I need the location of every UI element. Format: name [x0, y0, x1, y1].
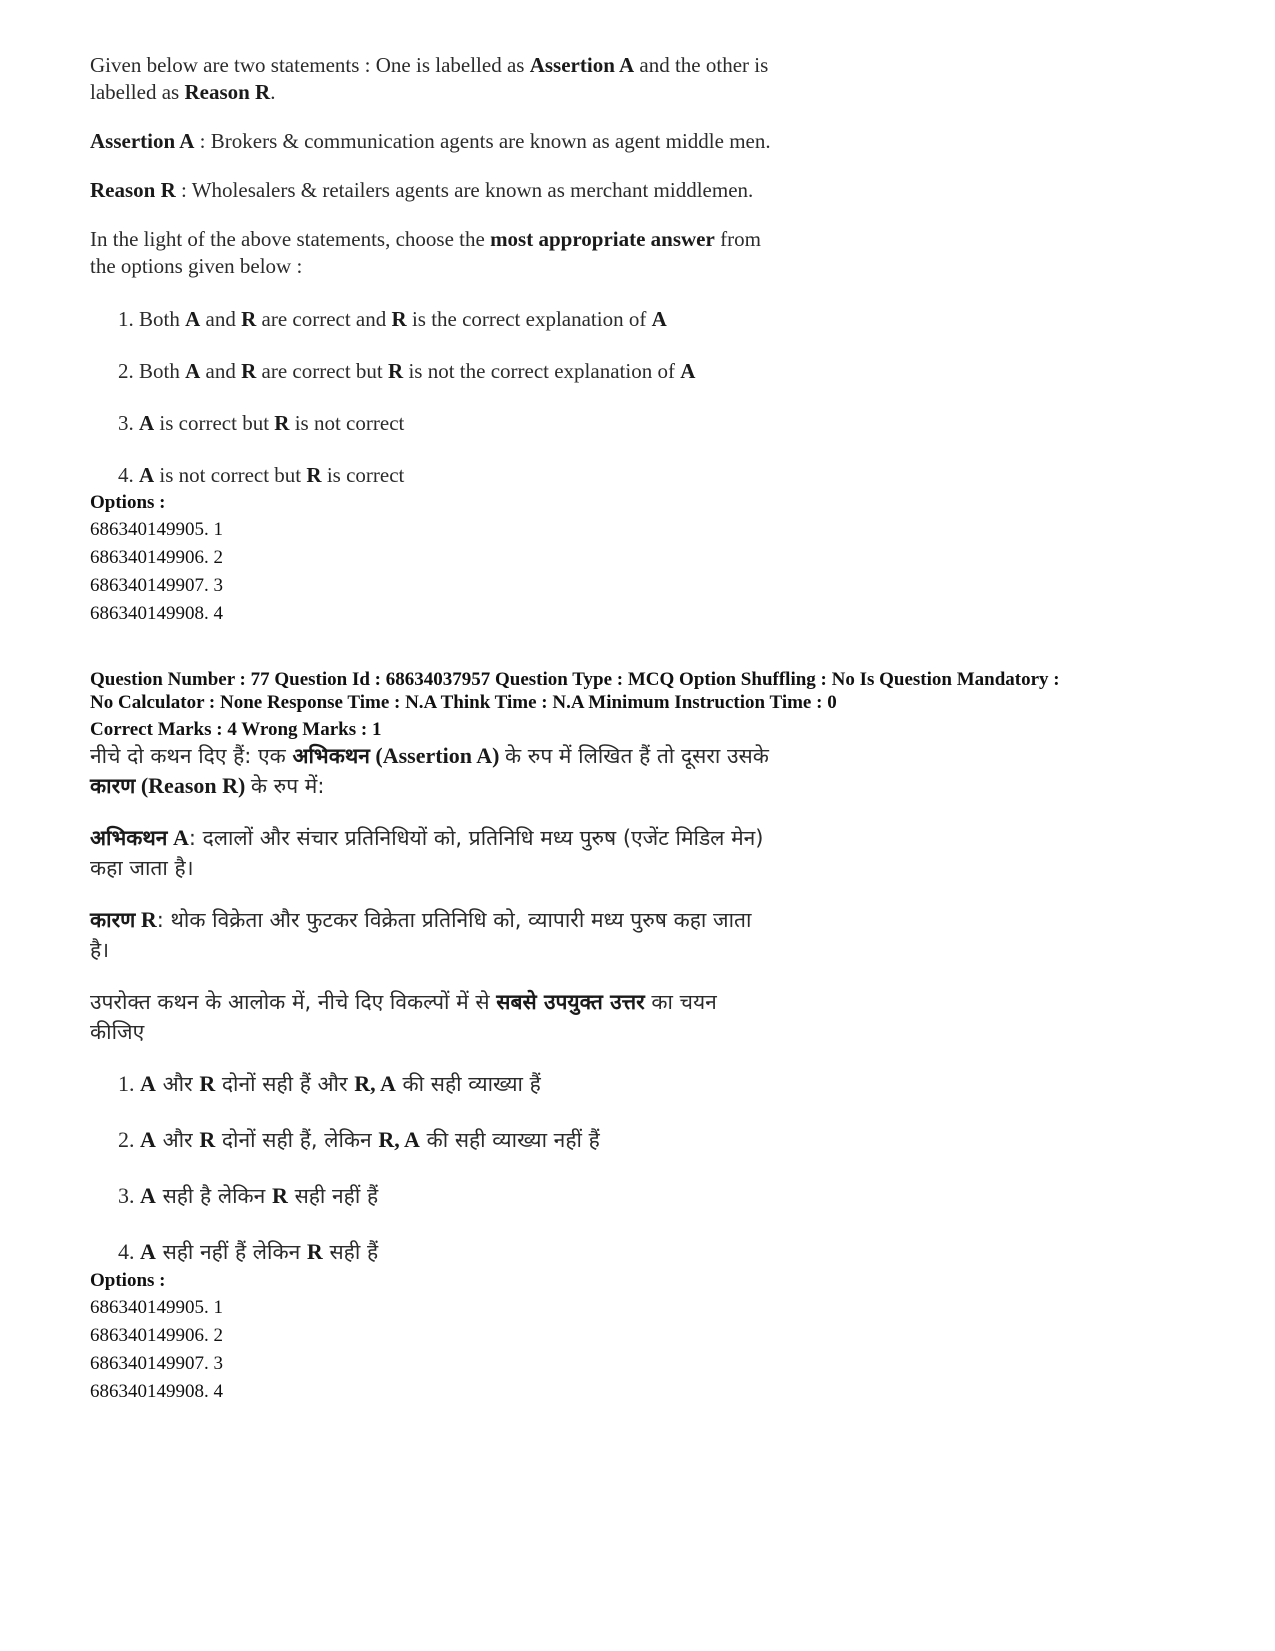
- assertion-label: Assertion A: [90, 129, 195, 153]
- hindi-choice-3: 3. A सही है लेकिन R सही नहीं हैं: [118, 1183, 379, 1208]
- instruction-text: from: [714, 227, 761, 251]
- english-reason: [90, 177, 1210, 204]
- english-assertion: [90, 128, 1210, 155]
- hindi-choice-2: 2. A और R दोनों सही हैं, लेकिन R, A की सही व्याख्या नहीं हैं: [118, 1127, 600, 1152]
- hindi-choice-1: 1. A और R दोनों सही हैं और R, A की सही व्याख्या हैं: [118, 1071, 541, 1096]
- english-instruction: [90, 226, 1210, 280]
- option-id-line: 686340149907. 3: [90, 575, 223, 596]
- marks-line: Correct Marks : 4 Wrong Marks : 1: [90, 719, 382, 740]
- english-intro: [90, 52, 1210, 106]
- hindi-assertion: अभिकथन A: दलालों और संचार प्रतिनिधियों को, प्रतिनिधि मध्य पुरुष (एजेंट मिडिल मेन) कहा जाता है।: [90, 825, 764, 880]
- instruction-text: In the light of the above statements, choose the: [90, 227, 491, 251]
- option-id-line: 686340149905. 1: [90, 519, 223, 540]
- hindi-reason: कारण R: थोक विक्रेता और फुटकर विक्रेता प्रतिनिधि को, व्यापारी मध्य पुरुष कहा जाता है।: [90, 907, 752, 962]
- intro-text: and the other is: [634, 53, 769, 77]
- question-meta: [90, 668, 1210, 741]
- english-choice-1: 1. Both A and R are correct and R is the correct explanation of A: [118, 307, 667, 331]
- question-page: [90, 52, 1210, 1406]
- reason-label: Reason R: [90, 178, 176, 202]
- english-choice-3: 3. A is correct but R is not correct: [118, 411, 405, 435]
- question-meta-line: Question Number : 77 Question Id : 68634037957 Question Type : MCQ Option Shuffling : No Is Question Mandatory :: [90, 669, 1060, 690]
- option-id-line: 686340149908. 4: [90, 603, 223, 624]
- hindi-intro: नीचे दो कथन दिए हैं: एक अभिकथन (Assertion A) के रुप में लिखित हैं तो दूसरा उसके कारण (Reason R) के रुप में:: [90, 743, 769, 798]
- options-heading: Options :: [90, 1270, 166, 1291]
- instruction-bold: most appropriate answer: [490, 227, 715, 251]
- options-block-1: [90, 489, 1210, 628]
- option-id-line: 686340149906. 2: [90, 1325, 223, 1346]
- intro-reason: Reason R: [184, 80, 271, 104]
- instruction-text: the options given below :: [90, 254, 303, 278]
- hindi-choice-4: 4. A सही नहीं हैं लेकिन R सही हैं: [118, 1239, 379, 1264]
- intro-text: .: [270, 80, 276, 104]
- options-block-2: [90, 1267, 1210, 1406]
- english-choice-4: 4. A is not correct but R is correct: [118, 463, 405, 487]
- assertion-text: : Brokers & communication agents are known as agent middle men.: [194, 129, 771, 153]
- question-meta-line: No Calculator : None Response Time : N.A Think Time : N.A Minimum Instruction Time : 0: [90, 692, 837, 713]
- intro-assertion: Assertion A: [529, 53, 635, 77]
- option-id-line: 686340149905. 1: [90, 1297, 223, 1318]
- option-id-line: 686340149906. 2: [90, 547, 223, 568]
- reason-text: : Wholesalers & retailers agents are known as merchant middlemen.: [175, 178, 754, 202]
- intro-text: Given below are two statements : One is labelled as: [90, 53, 530, 77]
- option-id-line: 686340149907. 3: [90, 1353, 223, 1374]
- intro-text: labelled as: [90, 80, 185, 104]
- hindi-instruction: उपरोक्त कथन के आलोक में, नीचे दिए विकल्पों में से सबसे उपयुक्त उत्तर का चयन कीजिए: [90, 990, 717, 1044]
- options-heading: Options :: [90, 492, 166, 513]
- option-id-line: 686340149908. 4: [90, 1381, 223, 1402]
- english-choice-2: 2. Both A and R are correct but R is not the correct explanation of A: [118, 359, 696, 383]
